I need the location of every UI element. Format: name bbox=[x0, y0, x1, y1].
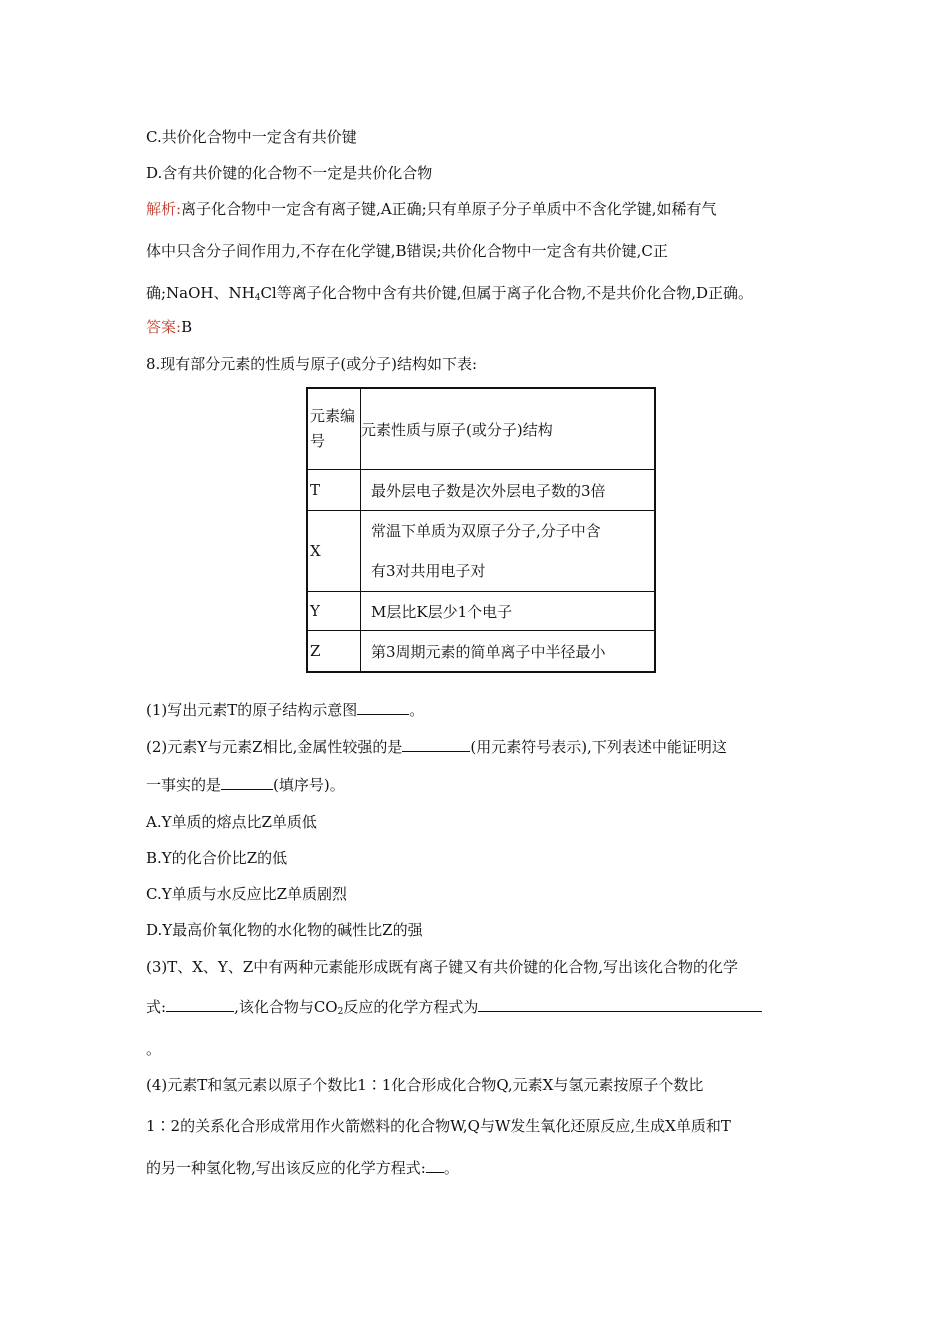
q8-intro: 8.现有部分元素的性质与原子(或分子)结构如下表: bbox=[146, 355, 478, 373]
cell-id: Y bbox=[307, 592, 361, 631]
question-text: 式: bbox=[146, 998, 167, 1016]
question-text: 一事实的是 bbox=[146, 776, 222, 794]
cell-desc-text: 常温下单质为双原子分子,分子中含 bbox=[371, 522, 601, 540]
q8-part-4-line-3 bbox=[146, 1158, 459, 1178]
header-text: 号 bbox=[310, 432, 326, 450]
answer-blank[interactable] bbox=[426, 1158, 444, 1173]
table-row bbox=[307, 592, 655, 631]
answer-blank[interactable] bbox=[166, 997, 234, 1012]
q8-option-d: D.Y最高价氧化物的水化物的碱性比Z的强 bbox=[146, 921, 423, 939]
answer-blank[interactable] bbox=[478, 997, 762, 1012]
q8-part-3-line-1: (3)T、X、Y、Z中有两种元素能形成既有离子键又有共价键的化合物,写出该化合物的化学 bbox=[146, 958, 739, 976]
subscript: 4 bbox=[254, 293, 261, 303]
q8-part-1 bbox=[146, 700, 424, 720]
answer-blank[interactable] bbox=[402, 737, 470, 752]
q7-analysis-line-2: 体中只含分子间作用力,不存在化学键,B错误;共价化合物中一定含有共价键,C正 bbox=[146, 242, 668, 260]
q8-part-2-line-1 bbox=[146, 737, 727, 757]
question-text: 。 bbox=[409, 701, 425, 719]
q8-option-a: A.Y单质的熔点比Z单质低 bbox=[146, 813, 317, 831]
q8-option-c: C.Y单质与水反应比Z单质剧烈 bbox=[146, 885, 348, 903]
cell-desc: 第3周期元素的简单离子中半径最小 bbox=[361, 631, 656, 673]
header-cell-desc: 元素性质与原子(或分子)结构 bbox=[361, 388, 656, 470]
cell-desc-text: 有3对共用电子对 bbox=[371, 562, 486, 580]
q7-option-d: D.含有共价键的化合物不一定是共价化合物 bbox=[146, 164, 433, 182]
question-text: ,该化合物与CO bbox=[234, 998, 338, 1016]
question-text: 反应的化学方程式为 bbox=[343, 998, 479, 1016]
q8-part-2-line-2 bbox=[146, 775, 345, 795]
analysis-label: 解析: bbox=[146, 200, 182, 218]
cell-desc: 最外层电子数是次外层电子数的3倍 bbox=[361, 470, 656, 511]
question-text: (填序号)。 bbox=[273, 776, 345, 794]
q7-answer bbox=[146, 317, 192, 337]
table-row bbox=[307, 631, 655, 673]
q8-part-4-line-1: (4)元素T和氢元素以原子个数比1∶1化合形成化合物Q,元素X与氢元素按原子个数比 bbox=[146, 1076, 704, 1094]
q8-part-3-line-3: 。 bbox=[146, 1040, 162, 1058]
analysis-text: 离子化合物中一定含有离子键,A正确;只有单原子分子单质中不含化学键,如稀有气 bbox=[181, 200, 717, 218]
header-cell-id bbox=[307, 388, 361, 470]
cell-id: X bbox=[307, 511, 361, 592]
header-text: 元素编 bbox=[310, 407, 356, 425]
table-header-row bbox=[307, 388, 655, 470]
question-text: 的另一种氢化物,写出该反应的化学方程式: bbox=[146, 1159, 426, 1177]
cell-desc: M层比K层少1个电子 bbox=[361, 592, 656, 631]
table-row bbox=[307, 470, 655, 511]
answer-label: 答案: bbox=[146, 318, 182, 336]
q7-analysis-line-1 bbox=[146, 199, 717, 219]
answer-blank[interactable] bbox=[357, 700, 409, 715]
cell-id: T bbox=[307, 470, 361, 511]
question-text: (1)写出元素T的原子结构示意图 bbox=[146, 701, 358, 719]
q7-option-c: C.共价化合物中一定含有共价键 bbox=[146, 128, 357, 146]
question-text: (2)元素Y与元素Z相比,金属性较强的是 bbox=[146, 738, 403, 756]
answer-blank[interactable] bbox=[221, 775, 273, 790]
question-text: 。 bbox=[443, 1159, 459, 1177]
analysis-text: Cl等离子化合物中含有共价键,但属于离子化合物,不是共价化合物,D正确。 bbox=[260, 284, 754, 302]
question-text: (用元素符号表示),下列表述中能证明这 bbox=[470, 738, 727, 756]
subscript: 2 bbox=[337, 1007, 344, 1017]
q8-option-b: B.Y的化合价比Z的低 bbox=[146, 849, 288, 867]
cell-id: Z bbox=[307, 631, 361, 673]
q8-part-4-line-2: 1∶2的关系化合形成常用作火箭燃料的化合物W,Q与W发生氧化还原反应,生成X单质和T bbox=[146, 1117, 731, 1135]
q7-analysis-line-3 bbox=[146, 283, 753, 308]
q8-part-3-line-2 bbox=[146, 997, 762, 1022]
cell-desc bbox=[361, 511, 656, 592]
answer-value: B bbox=[181, 318, 193, 336]
table-row bbox=[307, 511, 655, 592]
analysis-text: 确;NaOH、NH bbox=[146, 284, 255, 302]
element-table bbox=[306, 387, 656, 673]
